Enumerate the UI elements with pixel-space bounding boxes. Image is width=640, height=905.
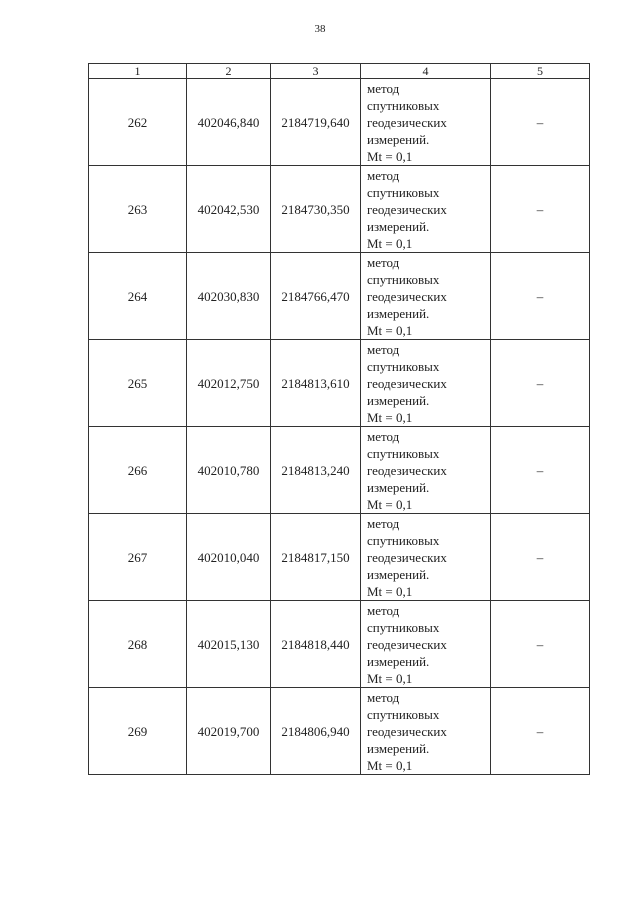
x-coordinate-cell: 402046,840 bbox=[187, 79, 271, 166]
method-cell bbox=[361, 340, 491, 427]
y-coordinate-cell: 2184730,350 bbox=[271, 166, 361, 253]
method-line: метод bbox=[367, 167, 400, 183]
y-coordinate-cell: 2184813,240 bbox=[271, 427, 361, 514]
method-line: метод bbox=[367, 602, 400, 618]
table-row bbox=[89, 253, 590, 340]
point-number-cell: 264 bbox=[89, 253, 187, 340]
method-line: измерений. bbox=[367, 131, 430, 147]
method-cell bbox=[361, 253, 491, 340]
accuracy-text: Mt = 0,1 bbox=[367, 496, 413, 512]
column-5-cell: – bbox=[491, 427, 590, 514]
column-header-1: 1 bbox=[89, 64, 187, 79]
table-row bbox=[89, 601, 590, 688]
method-line: измерений. bbox=[367, 653, 430, 669]
table-row bbox=[89, 166, 590, 253]
y-coordinate-cell: 2184817,150 bbox=[271, 514, 361, 601]
point-number-cell: 268 bbox=[89, 601, 187, 688]
y-coordinate-cell: 2184806,940 bbox=[271, 688, 361, 775]
column-5-cell: – bbox=[491, 79, 590, 166]
x-coordinate-cell: 402010,040 bbox=[187, 514, 271, 601]
method-line: измерений. bbox=[367, 218, 430, 234]
column-5-cell: – bbox=[491, 514, 590, 601]
method-line: метод bbox=[367, 341, 400, 357]
accuracy-text: Mt = 0,1 bbox=[367, 409, 413, 425]
accuracy-text: Mt = 0,1 bbox=[367, 583, 413, 599]
column-5-cell: – bbox=[491, 253, 590, 340]
method-line: спутниковых bbox=[367, 97, 440, 113]
column-header-4: 4 bbox=[361, 64, 491, 79]
y-coordinate-cell: 2184818,440 bbox=[271, 601, 361, 688]
y-coordinate-cell: 2184813,610 bbox=[271, 340, 361, 427]
method-line: спутниковых bbox=[367, 184, 440, 200]
method-line: измерений. bbox=[367, 305, 430, 321]
table-row bbox=[89, 79, 590, 166]
method-line: геодезических bbox=[367, 723, 447, 739]
method-line: спутниковых bbox=[367, 445, 440, 461]
method-cell bbox=[361, 427, 491, 514]
point-number-cell: 267 bbox=[89, 514, 187, 601]
method-line: метод bbox=[367, 254, 400, 270]
point-number-cell: 265 bbox=[89, 340, 187, 427]
method-line: геодезических bbox=[367, 201, 447, 217]
point-number-cell: 262 bbox=[89, 79, 187, 166]
accuracy-text: Mt = 0,1 bbox=[367, 322, 413, 338]
method-line: метод bbox=[367, 80, 400, 96]
x-coordinate-cell: 402019,700 bbox=[187, 688, 271, 775]
method-cell bbox=[361, 601, 491, 688]
column-5-cell: – bbox=[491, 340, 590, 427]
column-header-2: 2 bbox=[187, 64, 271, 79]
method-line: геодезических bbox=[367, 288, 447, 304]
method-line: геодезических bbox=[367, 549, 447, 565]
method-line: геодезических bbox=[367, 462, 447, 478]
table-header-row bbox=[89, 64, 590, 79]
method-cell bbox=[361, 166, 491, 253]
x-coordinate-cell: 402012,750 bbox=[187, 340, 271, 427]
page-number: 38 bbox=[314, 23, 326, 35]
column-header-3: 3 bbox=[271, 64, 361, 79]
method-line: спутниковых bbox=[367, 271, 440, 287]
table-row bbox=[89, 427, 590, 514]
column-5-cell: – bbox=[491, 166, 590, 253]
y-coordinate-cell: 2184719,640 bbox=[271, 79, 361, 166]
method-cell bbox=[361, 688, 491, 775]
point-number-cell: 269 bbox=[89, 688, 187, 775]
y-coordinate-cell: 2184766,470 bbox=[271, 253, 361, 340]
x-coordinate-cell: 402015,130 bbox=[187, 601, 271, 688]
method-line: спутниковых bbox=[367, 619, 440, 635]
accuracy-text: Mt = 0,1 bbox=[367, 148, 413, 164]
method-line: геодезических bbox=[367, 636, 447, 652]
method-line: измерений. bbox=[367, 392, 430, 408]
method-line: измерений. bbox=[367, 740, 430, 756]
point-number-cell: 263 bbox=[89, 166, 187, 253]
method-line: спутниковых bbox=[367, 706, 440, 722]
accuracy-text: Mt = 0,1 bbox=[367, 670, 413, 686]
accuracy-text: Mt = 0,1 bbox=[367, 235, 413, 251]
coordinates-table bbox=[88, 63, 590, 775]
accuracy-text: Mt = 0,1 bbox=[367, 757, 413, 773]
table-row bbox=[89, 340, 590, 427]
method-line: измерений. bbox=[367, 566, 430, 582]
method-line: геодезических bbox=[367, 375, 447, 391]
method-line: спутниковых bbox=[367, 358, 440, 374]
method-cell bbox=[361, 79, 491, 166]
table-row bbox=[89, 514, 590, 601]
x-coordinate-cell: 402010,780 bbox=[187, 427, 271, 514]
x-coordinate-cell: 402030,830 bbox=[187, 253, 271, 340]
column-5-cell: – bbox=[491, 601, 590, 688]
column-header-5: 5 bbox=[491, 64, 590, 79]
table-row bbox=[89, 688, 590, 775]
method-line: метод bbox=[367, 689, 400, 705]
method-line: измерений. bbox=[367, 479, 430, 495]
method-line: геодезических bbox=[367, 114, 447, 130]
method-line: спутниковых bbox=[367, 532, 440, 548]
method-line: метод bbox=[367, 515, 400, 531]
method-line: метод bbox=[367, 428, 400, 444]
point-number-cell: 266 bbox=[89, 427, 187, 514]
method-cell bbox=[361, 514, 491, 601]
x-coordinate-cell: 402042,530 bbox=[187, 166, 271, 253]
column-5-cell: – bbox=[491, 688, 590, 775]
